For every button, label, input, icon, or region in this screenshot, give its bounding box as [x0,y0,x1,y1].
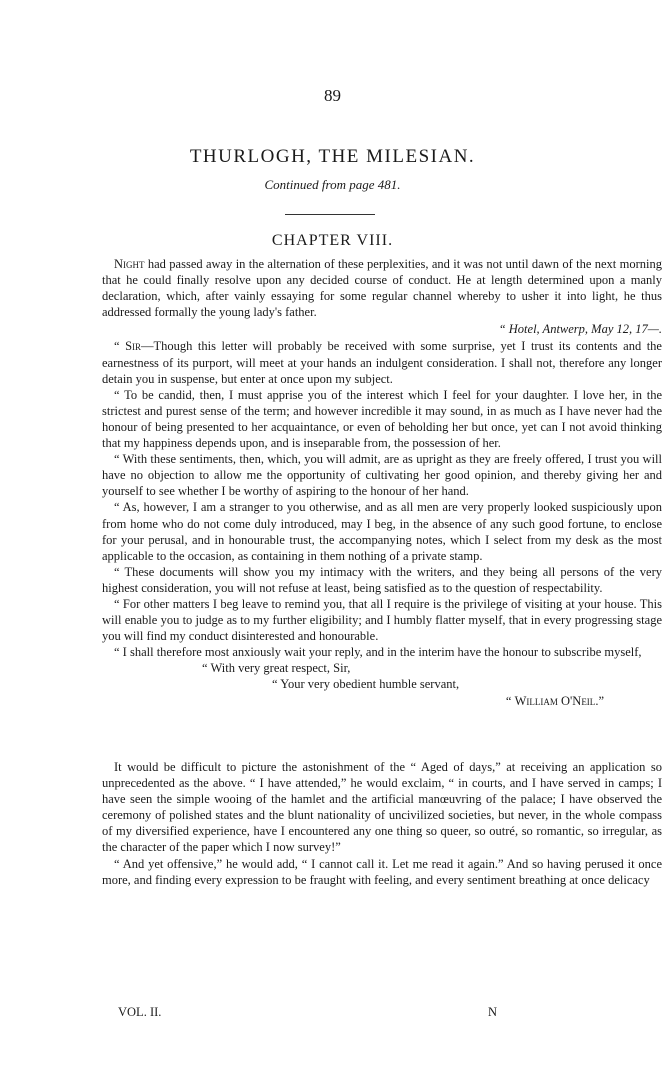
page-number: 89 [324,86,341,105]
quote-mark: .” [595,693,604,708]
letter-paragraph: “ As, however, I am a stranger to you otherwise, and as all men are very properly looked suspiciously upon from home who do not come duly introduced, may I beg, in the absence of any such good fortune, to enclose for your perusal, and in honourable trust, the accompanying notes, which I select from my desk as the most applicable to the occasion, as containing in them nothing of a private stamp. [102,500,662,563]
drop-word: Night [114,257,145,271]
article-title: THURLOGH, THE MILESIAN. [189,146,476,167]
divider [285,214,375,215]
continued-note: Continued from page 481. [264,177,401,192]
opening-paragraph [102,256,662,320]
chapter-heading: CHAPTER VIII. [271,232,394,249]
letter-paragraph: “ I shall therefore most anxiously wait your reply, and in the interim have the honour to subscribe myself, [114,645,642,660]
salutation: Sir [125,339,142,354]
signature-mark: N [488,1005,498,1019]
letter-paragraph: “ With these sentiments, then, which, you will admit, are as upright as they are freely offered, I trust you will have no objection to allow me the opportunity of cultivating her good opinion, and thereby giving her and yourself to see whether I be worthy of aspiring to the honour of her hand. [102,452,662,499]
letter-paragraph: “ For other matters I beg leave to remind you, that all I require is the privilege of visiting at your house. This will enable you to judge as to my further eligibility; and I humbly flatter myself, that in every progressing stage you will find my conduct disinterested and honourable. [102,596,662,644]
letter-closing: “ Your very obedient humble servant, [272,677,460,692]
letter-paragraph: “ These documents will show you my intimacy with the writers, and they being all persons of the very highest consideration, you will not refuse at least, being satisfied as to the question of respectability. [102,564,662,595]
letter-paragraph: “ To be candid, then, I must apprise you of the interest which I feel for your daughter. I love her, in the strictest and purest sense of the term; and however incredible it may sound, in as much as I have never had the honour of being presented to her acquaintance, or even of beholding her but once, yet can I not avoid thinking that my happiness depends upon, and is inseparable from, the possession of her. [102,387,662,451]
body-paragraph: It would be difficult to picture the astonishment of the “ Aged of days,” at receiving an application so unprecedented as the above. “ I have attended,” he would exclaim, “ in courts, and I have served in camps; I have seen the simple wooing of the hamlet and the artificial manœuvring of the palace; I have observed the ceremony of polished states and the blunt nationality of uncivilized societies, but never, in the whole compass of my diversified experience, have I encountered any one thing so queer, so outré, so romantic, so irregular, as the character of the paper which I now survey!” [102,760,662,855]
letter-paragraph-text: —Though this letter will probably be received with some surprise, yet I trust its contents and the earnestness of its purport, will meet at your hands an indulgent consideration. I shall not, therefore any longer detain you in suspense, but enter at once upon my subject. [102,339,662,386]
opening-paragraph-text: had passed away in the alternation of these perplexities, and it was not until dawn of the next morning that he could finally resolve upon any decided course of conduct. He at length determined upon a manly declaration, which, after vainly essaying for some regular channel whereby to usher it into light, he thus addressed formally the young lady's father. [102,257,662,320]
narrative-section [102,759,662,888]
body-paragraph: “ And yet offensive,” he would add, “ I cannot call it. Let me read it again.” And so having perused it once more, and finding every expression to be fraught with feeling, and every sentiment breathing at once delicacy [102,856,662,887]
letter-signature [102,693,662,709]
signature-name: William O'Neil [514,693,596,708]
quote-mark: “ [505,693,515,708]
letter-section [102,256,662,709]
letter-dateline: “ Hotel, Antwerp, May 12, 17—. [498,322,662,337]
page-footer [118,1005,518,1020]
volume-label: VOL. II. [118,1005,162,1019]
quote-mark: “ [114,339,126,354]
letter-paragraph [102,338,662,386]
letter-closing: “ With very great respect, Sir, [202,661,351,676]
